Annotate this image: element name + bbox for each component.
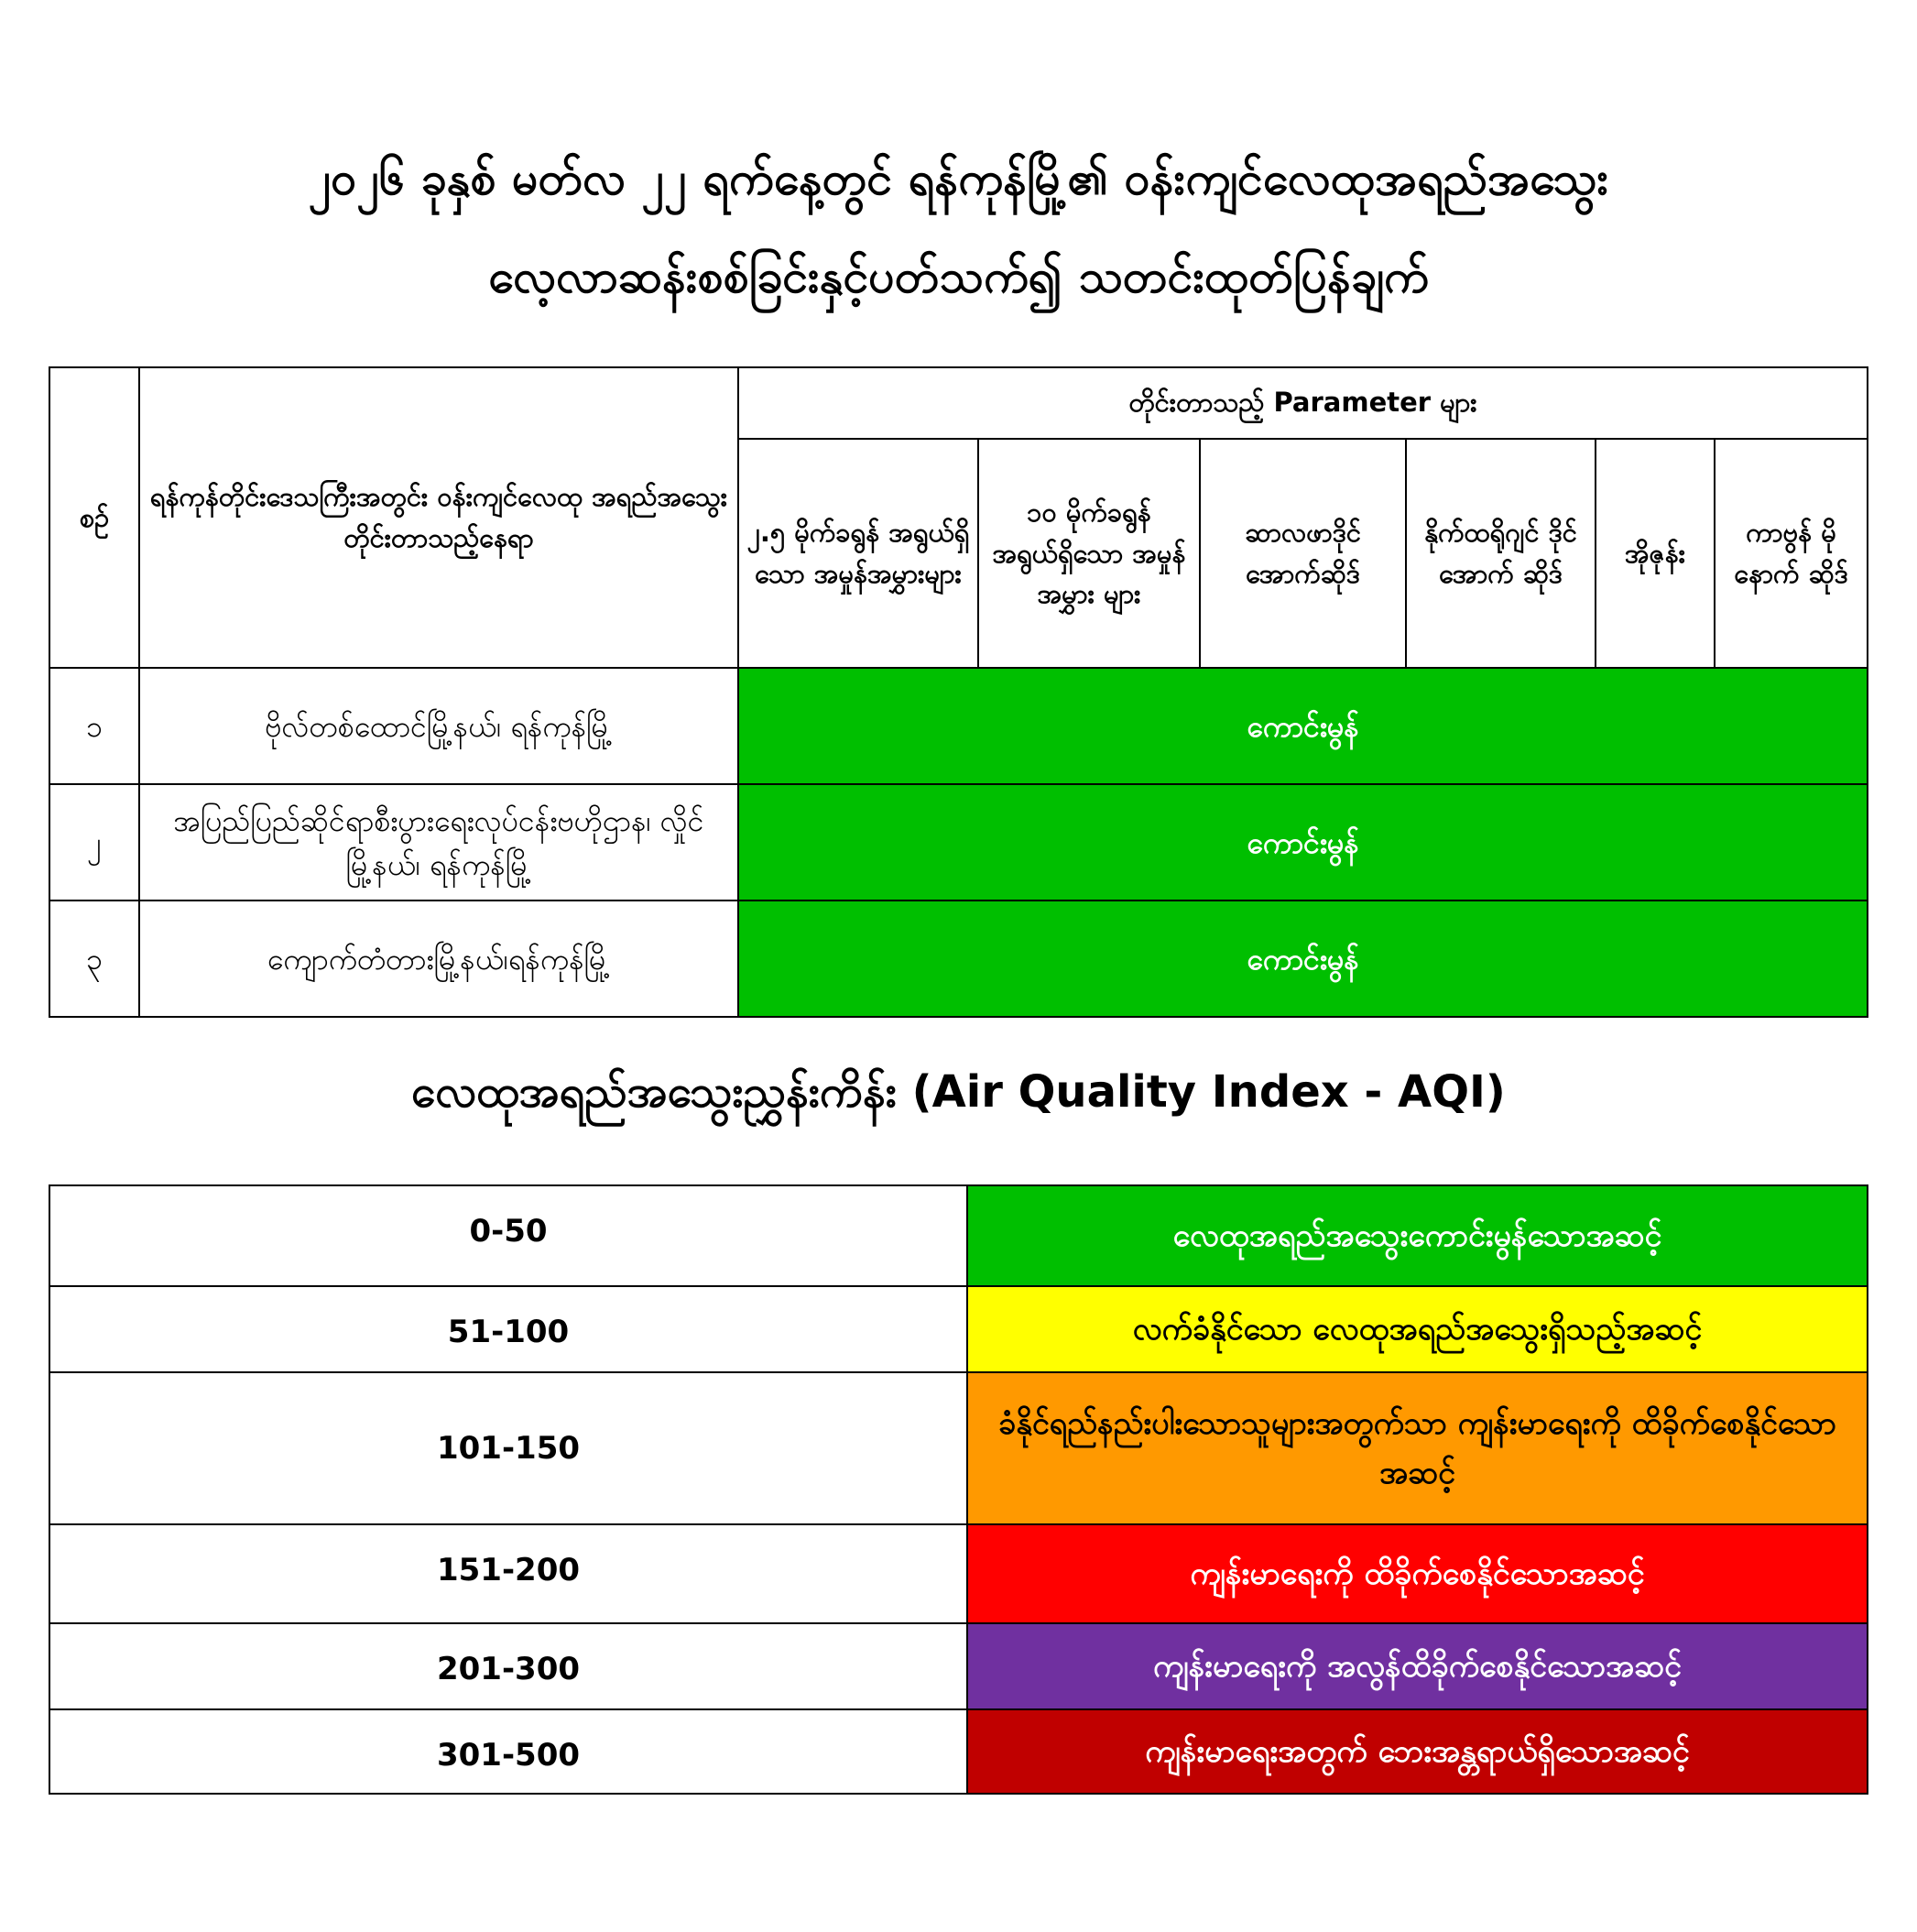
row-location: ဗိုလ်တစ်ထောင်မြို့နယ်၊ ရန်ကုန်မြို့ bbox=[139, 668, 738, 784]
aqi-row-very-unhealthy bbox=[49, 1623, 1868, 1709]
row-serial: ၁ bbox=[49, 668, 139, 784]
aqi-range: 151-200 bbox=[49, 1524, 967, 1623]
row-status: ကောင်းမွန် bbox=[738, 901, 1868, 1017]
aqi-heading: လေထုအရည်အသွေးညွှန်းကိန်း (Air Quality Index - AQI) bbox=[411, 1066, 1506, 1118]
aqi-row-unhealthy bbox=[49, 1524, 1868, 1623]
monitoring-table bbox=[49, 366, 1868, 1018]
page-title-line-2: လေ့လာဆန်းစစ်ခြင်းနှင့်ပတ်သက်၍ သတင်းထုတ်ပြန်ချက် bbox=[488, 250, 1429, 303]
header-param-o3: အိုဇုန်း bbox=[1596, 439, 1715, 668]
row-serial: ၂ bbox=[49, 784, 139, 901]
row-location: ကျောက်တံတားမြို့နယ်၊ရန်ကုန်မြို့ bbox=[139, 901, 738, 1017]
header-parameters-group: တိုင်းတာသည့် Parameter များ bbox=[738, 367, 1868, 439]
header-param-so2: ဆာလဖာဒိုင် အောက်ဆိုဒ် bbox=[1200, 439, 1406, 668]
table-row bbox=[49, 668, 1868, 784]
table-row bbox=[49, 901, 1868, 1017]
aqi-description: လေထုအရည်အသွေးကောင်းမွန်သောအဆင့် bbox=[967, 1185, 1868, 1286]
monitoring-header-row-1 bbox=[49, 367, 1868, 439]
aqi-legend-table bbox=[49, 1184, 1868, 1795]
aqi-range: 201-300 bbox=[49, 1623, 967, 1709]
aqi-row-hazardous bbox=[49, 1709, 1868, 1794]
aqi-row-moderate bbox=[49, 1286, 1868, 1372]
row-serial: ၃ bbox=[49, 901, 139, 1017]
row-location: အပြည်ပြည်ဆိုင်ရာစီးပွားရေးလုပ်ငန်းဗဟိုဌာန၊ လှိုင်မြို့နယ်၊ ရန်ကုန်မြို့ bbox=[139, 784, 738, 901]
header-location: ရန်ကုန်တိုင်းဒေသကြီးအတွင်း ဝန်းကျင်လေထု အရည်အသွေး တိုင်းတာသည့်နေရာ bbox=[139, 367, 738, 668]
aqi-description: ကျန်းမာရေးကို အလွန်ထိခိုက်စေနိုင်သောအဆင့် bbox=[967, 1623, 1868, 1709]
aqi-description: ကျန်းမာရေးအတွက် ဘေးအန္တရာယ်ရှိသောအဆင့် bbox=[967, 1709, 1868, 1794]
row-status: ကောင်းမွန် bbox=[738, 784, 1868, 901]
aqi-description: လက်ခံနိုင်သော လေထုအရည်အသွေးရှိသည့်အဆင့် bbox=[967, 1286, 1868, 1372]
header-param-no2: နိုက်ထရိုဂျင် ဒိုင်အောက် ဆိုဒ် bbox=[1406, 439, 1596, 668]
aqi-range: 301-500 bbox=[49, 1709, 967, 1794]
aqi-range: 51-100 bbox=[49, 1286, 967, 1372]
aqi-row-sensitive bbox=[49, 1372, 1868, 1524]
aqi-row-good bbox=[49, 1185, 1868, 1286]
aqi-description: ကျန်းမာရေးကို ထိခိုက်စေနိုင်သောအဆင့် bbox=[967, 1524, 1868, 1623]
header-serial: စဉ် bbox=[49, 367, 139, 668]
table-row bbox=[49, 784, 1868, 901]
header-param-pm10: ၁၀ မိုက်ခရွန် အရွယ်ရှိသော အမှုန်အမွှား များ bbox=[978, 439, 1200, 668]
aqi-description: ခံနိုင်ရည်နည်းပါးသောသူများအတွက်သာ ကျန်းမာရေးကို ထိခိုက်စေနိုင်သောအဆင့် bbox=[967, 1372, 1868, 1524]
page-title-line-1: ၂၀၂၆ ခုနှစ် မတ်လ ၂၂ ရက်နေ့တွင် ရန်ကုန်မြို့၏ ဝန်းကျင်လေထုအရည်အသွေး bbox=[308, 152, 1609, 205]
aqi-range: 101-150 bbox=[49, 1372, 967, 1524]
header-param-co: ကာဗွန် မိုနောက် ဆိုဒ် bbox=[1715, 439, 1868, 668]
header-param-pm25: ၂.၅ မိုက်ခရွန် အရွယ်ရှိသော အမှုန်အမွှားများ bbox=[738, 439, 978, 668]
aqi-range: 0-50 bbox=[49, 1185, 967, 1286]
row-status: ကောင်းမွန် bbox=[738, 668, 1868, 784]
